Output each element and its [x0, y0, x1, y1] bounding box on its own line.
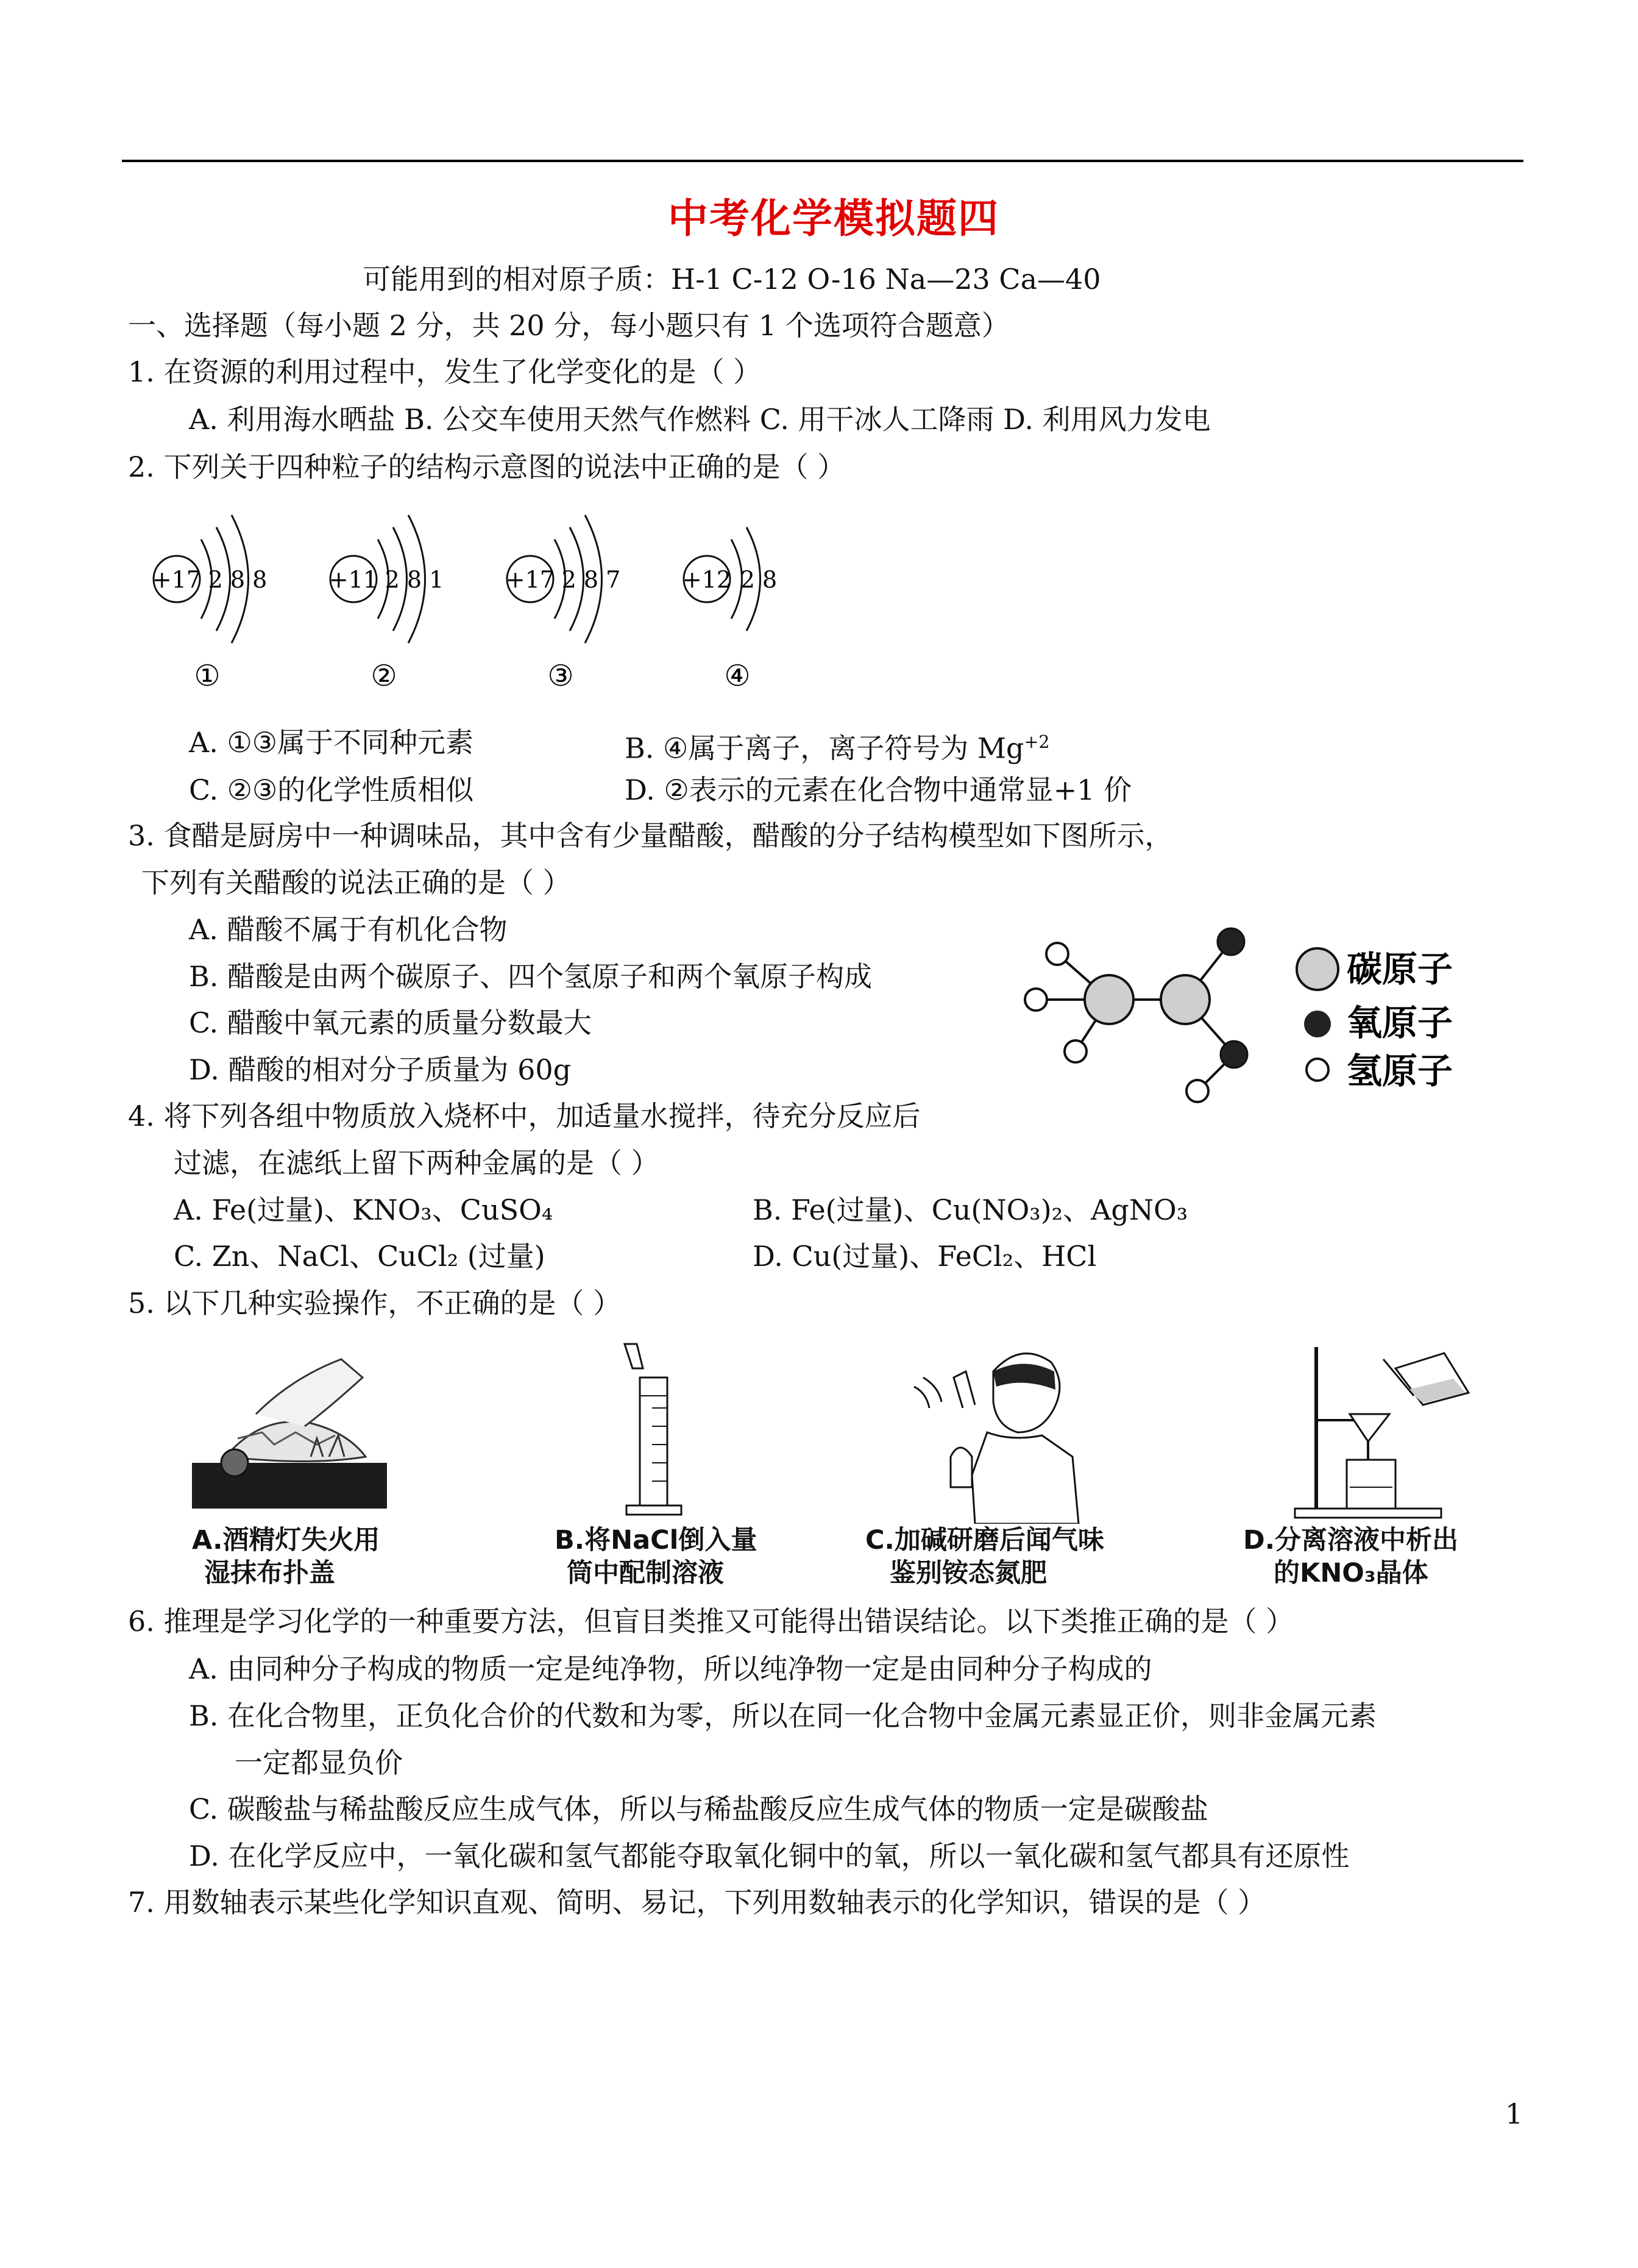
q5-stem: 5. 以下几种实验操作，不正确的是（ ）	[128, 1287, 622, 1320]
lab-caption-a	[192, 1524, 380, 1590]
svg-text:氧原子: 氧原子	[1347, 1002, 1453, 1043]
q3-option-c: C. 醋酸中氧元素的质量分数最大	[189, 1006, 592, 1039]
particle-2	[329, 515, 444, 693]
header-rule	[122, 160, 1523, 162]
svg-text:③: ③	[547, 659, 574, 693]
lab-image-d	[1292, 1341, 1487, 1524]
svg-text:①: ①	[194, 659, 221, 693]
q7-stem: 7. 用数轴表示某些化学知识直观、简明、易记，下列用数轴表示的化学知识，错误的是（ ）	[128, 1886, 1266, 1919]
q3-option-d: D. 醋酸的相对分子质量为 60g	[189, 1053, 572, 1086]
q3-option-b: B. 醋酸是由两个碳原子、四个氢原子和两个氧原子构成	[189, 960, 873, 993]
lab-image-b	[609, 1341, 701, 1524]
particle-4	[682, 527, 777, 693]
lab-caption-c	[865, 1524, 1104, 1590]
q4-stem-2: 过滤，在滤纸上留下两种金属的是（ ）	[174, 1146, 659, 1179]
page-title: 中考化学模拟题四	[668, 195, 999, 242]
q6-option-d: D. 在化学反应中，一氧化碳和氢气都能夺取氧化铜中的氧，所以一氧化碳和氢气都具有还原性	[189, 1840, 1350, 1872]
svg-text:④: ④	[724, 659, 751, 693]
q4-option-d: D. Cu(过量)、FeCl₂、HCl	[753, 1240, 1097, 1273]
q6-option-b-2: 一定都显负价	[235, 1746, 403, 1779]
q6-option-b-1: B. 在化合物里，正负化合价的代数和为零，所以在同一化合物中金属元素显正价，则非金属元素	[189, 1699, 1377, 1732]
atomic-masses: 可能用到的相对原子质：H-1 C-12 O-16 Na—23 Ca—40	[363, 263, 1101, 296]
q6-stem: 6. 推理是学习化学的一种重要方法，但盲目类推又可能得出错误结论。以下类推正确的是（ ）	[128, 1605, 1294, 1638]
lab-caption-b-line2: 筒中配制溶液	[567, 1558, 724, 1588]
q4-option-c: C. Zn、NaCl、CuCl₂ (过量)	[174, 1240, 545, 1273]
particle-1	[152, 515, 267, 693]
q6-option-c: C. 碳酸盐与稀盐酸反应生成气体，所以与稀盐酸反应生成气体的物质一定是碳酸盐	[189, 1793, 1208, 1825]
q4-option-a: A. Fe(过量)、KNO₃、CuSO₄	[174, 1193, 553, 1226]
lab-caption-c-line2: 鉴别铵态氮肥	[890, 1558, 1047, 1588]
lab-caption-b-line1: B.将NaCl倒入量	[555, 1525, 757, 1555]
svg-text:2 8: 2 8	[740, 566, 778, 593]
q4-stem-1: 4. 将下列各组中物质放入烧杯中，加适量水搅拌，待充分反应后	[128, 1100, 921, 1132]
acetic-acid-model	[1012, 914, 1304, 1115]
q1-stem: 1. 在资源的利用过程中，发生了化学变化的是（ ）	[128, 355, 762, 388]
lab-image-c	[902, 1335, 1091, 1524]
section-heading: 一、选择题（每小题 2 分，共 20 分，每小题只有 1 个选项符合题意）	[128, 309, 1010, 342]
svg-text:②: ②	[370, 659, 397, 693]
q2-option-c: C. ②③的化学性质相似	[189, 773, 474, 806]
q1-options: A. 利用海水晒盐 B. 公交车使用天然气作燃料 C. 用干冰人工降雨 D. 利用风力发电	[189, 403, 1211, 436]
lab-caption-d-line1: D.分离溶液中析出	[1243, 1525, 1459, 1555]
q2-option-b: B. ④属于离子，离子符号为 $Mg^{+2}$	[625, 731, 1050, 765]
lab-caption-a-line1: A.酒精灯失火用	[192, 1525, 380, 1555]
svg-text:2 8 8: 2 8 8	[208, 566, 268, 593]
q3-option-a: A. 醋酸不属于有机化合物	[189, 913, 508, 946]
particle-3	[506, 515, 620, 693]
particle-diagrams	[140, 512, 810, 695]
page-number: 1	[1505, 2097, 1523, 2130]
q4-option-b: B. Fe(过量)、Cu(NO₃)₂、AgNO₃	[753, 1193, 1188, 1226]
svg-text:+11: +11	[328, 566, 378, 593]
svg-text:+17: +17	[505, 566, 555, 593]
lab-caption-d	[1243, 1524, 1458, 1590]
q3-stem-1: 3. 食醋是厨房中一种调味品，其中含有少量醋酸，醋酸的分子结构模型如下图所示，	[128, 819, 1173, 852]
svg-text:氢原子: 氢原子	[1347, 1050, 1453, 1092]
q2-option-d: D. ②表示的元素在化合物中通常显+1 价	[625, 773, 1132, 806]
lab-image-a	[189, 1341, 396, 1524]
q3-stem-2: 下列有关醋酸的说法正确的是（ ）	[141, 866, 571, 899]
lab-caption-c-line1: C.加碱研磨后闻气味	[865, 1525, 1104, 1555]
svg-text:2 8 7: 2 8 7	[561, 566, 621, 593]
lab-caption-b	[555, 1524, 757, 1590]
q2-option-a: A. ①③属于不同种元素	[189, 726, 473, 759]
svg-text:+17: +17	[152, 566, 202, 593]
q6-option-a: A. 由同种分子构成的物质一定是纯净物，所以纯净物一定是由同种分子构成的	[189, 1652, 1152, 1685]
svg-text:碳原子: 碳原子	[1347, 948, 1453, 990]
svg-text:2 8 1: 2 8 1	[385, 566, 444, 593]
svg-text:+12: +12	[682, 566, 732, 593]
molecule-legend	[1286, 939, 1487, 1097]
lab-caption-a-line2: 湿抹布扑盖	[204, 1558, 335, 1588]
lab-caption-d-line2: 的KNO₃晶体	[1274, 1558, 1428, 1588]
q2-stem: 2. 下列关于四种粒子的结构示意图的说法中正确的是（ ）	[128, 450, 846, 483]
